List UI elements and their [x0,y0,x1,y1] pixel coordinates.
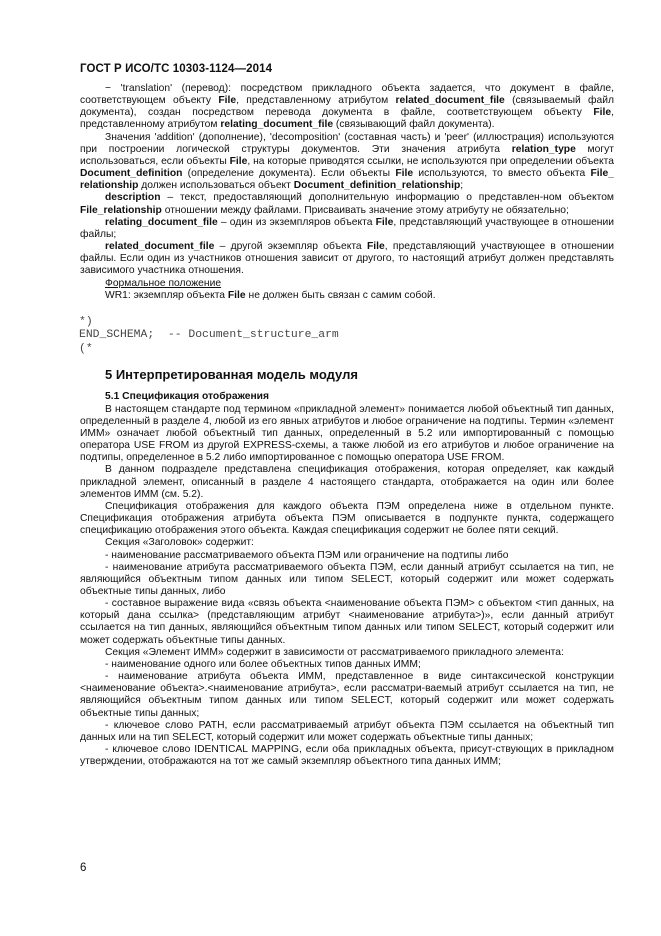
subsection-heading: 5.1 Спецификация отображения [105,391,270,403]
section-heading: 5 Интерпретированная модель модуля [105,367,358,383]
list-item: - наименование атрибута рассматриваемого объекта ПЭМ, если данный атрибут ссылается на тип, не являющийся объектным типом данных или типом SELECT, который содержит или может содержать объектные типы данных, либо [80,561,614,597]
paragraph: Секция «Элемент ИММ» содержит в зависимости от рассматриваемого прикладного элемента: [105,646,564,658]
list-item: - составное выражение вида «связь объекта <наименование объекта ПЭМ> с объектом <тип данных, на который дана ссылка> (представляющим атрибут <наименование атрибута>)», если данный атрибут ссылается на тип данных, являющийся объектным типом данных или типом SELECT, который содержит или может содержать объектные типы данных. [80,598,614,646]
paragraph-relating-file: relating_document_file – один из экземпляров объекта File, представляющий участвующее в отношении файлы; [80,216,614,240]
list-item: - наименование атрибута объекта ИММ, представленное в виде синтаксической конструкции <наименование объекта>.<наименование атрибута>, если рассматри-ваемый атрибут ссылается на тип, не являющийся объектным типом данных или типом SELECT, который содержит или может содержать объектные типы данных; [80,671,614,719]
list-item: - ключевое слово PATH, если рассматриваемый атрибут объекта ПЭМ ссылается на объектный тип данных или на тип SELECT, который содержит или может содержать объектные типы данных; [80,719,614,743]
paragraph-translation: − 'translation' (перевод): посредством прикладного объекта задается, что документ в файле, соответствующем объекту File, представленному атрибутом related_document_file (связываемый файл документа), создан посредством перевода документа в файле, соответствующем объекту File, представленному атрибутом relating_document_file (связывающий файл документа). [80,83,614,131]
list-item: - наименование рассматриваемого объекта ПЭМ или ограничение на подтипы либо [105,549,509,561]
page-header: ГОСТ Р ИСО/ТС 10303-1124—2014 [80,63,273,75]
paragraph: В данном подразделе представлена спецификация отображения, которая определяет, как каждый прикладной элемент, описанный в разделе 4 настоящего стандарта, отображается на один или более элементов ИММ (см. 5.2). [80,464,614,500]
paragraph-values: Значения 'addition' (дополнение), 'decomposition' (составная часть) и 'peer' (иллюстрация) используются при построении логической структуры документов. Эти значения атрибута relation_type могут использоваться, если объекты File, на которые приводятся ссылки, не используются при определении объекта Document_definition (определение документа). Если объекты File используются, то вместо объекта File_ relationship должен использоваться объект Document_definition_relationship; [80,131,614,192]
list-item: - наименование одного или более объектных типов данных ИММ; [105,658,421,670]
paragraph-description: description – текст, предоставляющий дополнительную информацию о представлен-ном объектом File_relationship отношении между файлами. Присваивать значение этому атрибуту не обязательно; [80,192,614,216]
paragraph: В настоящем стандарте под термином «прикладной элемент» понимается любой объектный тип данных, определенный в разделе 4, любой из его явных атрибутов и любое ограничение на подтипы. Термин «элемент ИММ» означает любой объектный тип данных, определенный в 5.2 или импортированный с помощью оператора USE FROM из другой EXPRESS-схемы, а также любой из его атрибутов и любое ограничение на подтипы, определенное в 5.2 либо импортированное с помощью оператора USE FROM. [80,403,614,464]
where-rule-wr1: WR1: экземпляр объекта File не должен быть связан с самим собой. [105,289,436,301]
paragraph-related-file: related_document_file – другой экземпляр объекта File, представляющий участвующее в отношении файлы. Если один из участников отношения зависит от другого, то настоящий атрибут должен представлять зависимого участника отношения. [80,241,614,277]
code-comment-open: (* [79,342,93,355]
code-comment-close: *) [79,315,93,328]
paragraph: Секция «Заголовок» содержит: [105,537,254,549]
list-item: - ключевое слово IDENTICAL MAPPING, если оба прикладных объекта, присут-ствующих в прикладном утверждении, отображаются на тот же самый экземпляр объектного типа данных ИММ; [80,744,614,768]
page-number: 6 [80,862,87,874]
paragraph: Спецификация отображения для каждого объекта ПЭМ определена ниже в отдельном пункте. Спецификация отображения атрибута объекта ПЭМ описывается в подпункте пункта, содержащего спецификацию отображения этого объекта. Каждая спецификация содержит не более пяти секций. [80,500,614,537]
page-body [80,83,614,768]
code-end-schema: END_SCHEMA; -- Document_structure_arm [79,329,339,342]
formal-proposition-heading: Формальное положение [105,277,222,289]
